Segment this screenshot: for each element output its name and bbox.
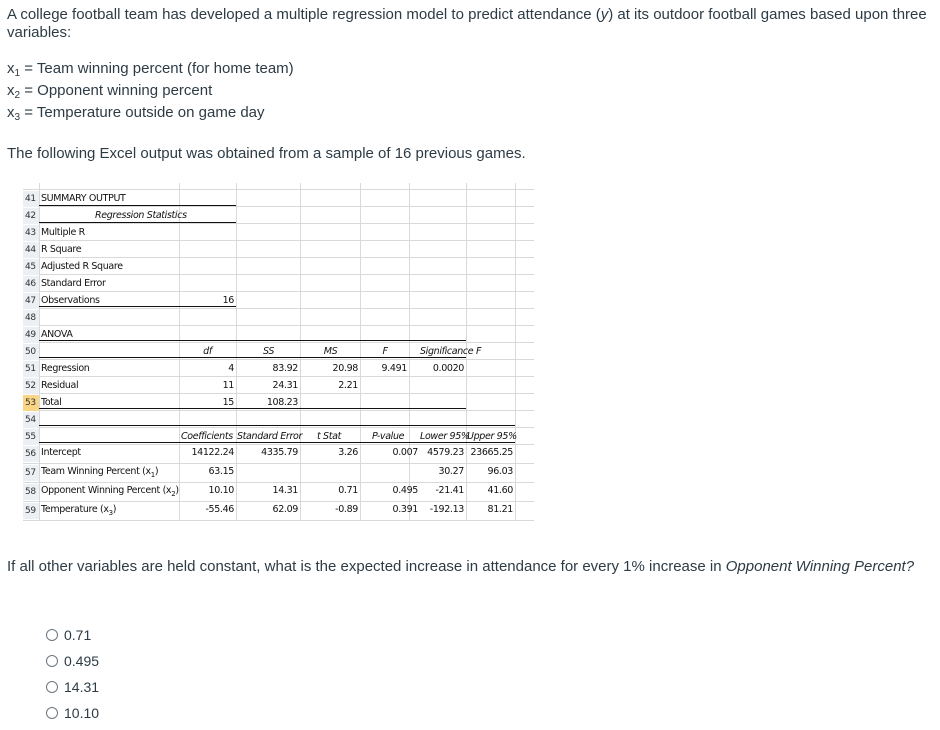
excel-summary-output [23,183,534,521]
coef-row-label: Temperature $(x_3)$ [41,504,117,517]
row-number: 54 [23,412,39,428]
anova-title: ANOVA [41,329,73,340]
coef-upper-95: 41.60 [487,485,513,496]
anova-ms: 2.21 [338,380,358,391]
radio-button[interactable] [46,707,58,719]
variable-x1: $x_1$ = Team winning percent (for home team) [7,60,294,79]
row-number: 52 [23,378,39,394]
row-number: 41 [23,191,39,207]
coef-header-lower-95: Lower 95% [420,431,470,442]
row-number: 59 [23,503,39,519]
coef-header-t-stat: t Stat [317,431,341,442]
coef-upper-95: 81.21 [487,504,513,515]
grid-line [23,427,534,428]
coef-t-stat: 3.26 [338,447,358,458]
anova-df: 15 [222,397,234,408]
grid-line [23,393,534,394]
coef-lower-95: -192.13 [429,504,464,515]
grid-line [23,189,534,190]
row-number: 44 [23,242,39,258]
row-number: 58 [23,484,39,500]
row-number-selected: 53 [23,395,39,411]
radio-button[interactable] [46,681,58,693]
grid-line [23,257,534,258]
stat-label: Adjusted R Square [41,261,123,272]
anova-significance: 0.0020 [432,363,464,374]
row-number: 55 [23,429,39,445]
coef-lower-95: 4579.23 [427,447,464,458]
coef-upper-95: 23665.25 [470,447,513,458]
anova-ms: 20.98 [332,363,358,374]
grid-line [23,376,534,377]
grid-line [23,482,534,483]
anova-ss: 24.31 [272,380,298,391]
question-text: If all other variables are held constant, what is the expected increase in attendance for every 1% increase in Opponent Winning Percent? [7,558,915,575]
stat-label: R Square [41,244,82,255]
coef-row-label: Opponent Winning Percent $(x_2)$ [41,485,179,498]
coef-p-value: 0.391 [392,504,418,515]
coef-value: -55.46 [205,504,234,515]
row-number: 45 [23,259,39,275]
anova-row-label: Residual [41,380,79,391]
coef-t-stat: -0.89 [335,504,358,515]
coef-header-p-value: P-value [372,431,405,442]
stat-label: Multiple R [41,227,85,238]
anova-header-f: F [382,346,388,357]
choice-option-4[interactable]: 10.10 [46,705,99,721]
row-number: 57 [23,465,39,481]
coef-row-label: Intercept [41,447,81,458]
choice-option-3[interactable]: 14.31 [46,679,99,695]
coef-lower-95: 30.27 [438,466,464,477]
row-number: 48 [23,310,39,326]
radio-button[interactable] [46,629,58,641]
grid-line [23,520,534,521]
stat-label: Observations [41,295,100,306]
choice-option-2[interactable]: 0.495 [46,653,99,669]
coef-header-standard-error: Standard Error [237,431,303,442]
variable-x3: $x_3$ = Temperature outside on game day [7,104,265,123]
anova-row-label: Total [41,397,62,408]
row-number: 42 [23,208,39,224]
grid-line [23,240,534,241]
row-number: 51 [23,361,39,377]
anova-header-df: df [203,346,212,357]
anova-header-significance: Significance F [420,346,482,357]
coef-standard-error: 4335.79 [261,447,298,458]
coef-value: 63.15 [208,466,234,477]
coef-row-label: Team Winning Percent $(x_1)$ [41,466,159,479]
anova-ss: 108.23 [266,397,298,408]
anova-header-ms: MS [323,346,338,357]
grid-line [23,223,534,224]
coef-standard-error: 62.09 [272,504,298,515]
row-number: 47 [23,293,39,309]
grid-line [23,444,534,445]
coef-upper-95: 96.03 [487,466,513,477]
grid-line [23,206,534,207]
anova-df: 11 [222,380,234,391]
grid-line [23,325,534,326]
coef-header-coefficients: Coefficients [181,431,233,442]
row-number: 46 [23,276,39,292]
grid-line [23,501,534,502]
coef-t-stat: 0.71 [338,485,358,496]
regression-statistics-header: Regression Statistics [95,210,187,221]
grid-line [23,308,534,309]
row-number: 43 [23,225,39,241]
summary-output-title: SUMMARY OUTPUT [41,193,126,204]
coef-value: 10.10 [208,485,234,496]
variable-x2: $x_2$ = Opponent winning percent [7,82,213,101]
coef-lower-95: -21.41 [435,485,464,496]
anova-f: 9.491 [381,363,407,374]
anova-row-label: Regression [41,363,90,374]
row-number: 50 [23,344,39,360]
coef-value: 14122.24 [191,447,234,458]
stat-label: Standard Error [41,278,106,289]
row-number: 56 [23,446,39,462]
coef-standard-error: 14.31 [272,485,298,496]
grid-line [23,463,534,464]
choice-option-1[interactable]: 0.71 [46,627,91,643]
row-number: 49 [23,327,39,343]
anova-header-ss: SS [262,346,275,357]
observations-value: 16 [222,295,234,306]
grid-line [23,359,534,360]
coef-p-value: 0.007 [392,447,418,458]
problem-intro: A college football team has developed a multiple regression model to predict attendance (y) at its outdoor football games based upon three variables: [7,6,927,41]
grid-line [23,342,534,343]
grid-line [23,291,534,292]
radio-button[interactable] [46,655,58,667]
grid-line [23,410,534,411]
anova-ss: 83.92 [272,363,298,374]
grid-line [23,274,534,275]
coef-header-upper-95: Upper 95% [467,431,517,442]
excel-output-note: The following Excel output was obtained from a sample of 16 previous games. [7,145,526,162]
anova-df: 4 [228,363,234,374]
coef-p-value: 0.495 [392,485,418,496]
